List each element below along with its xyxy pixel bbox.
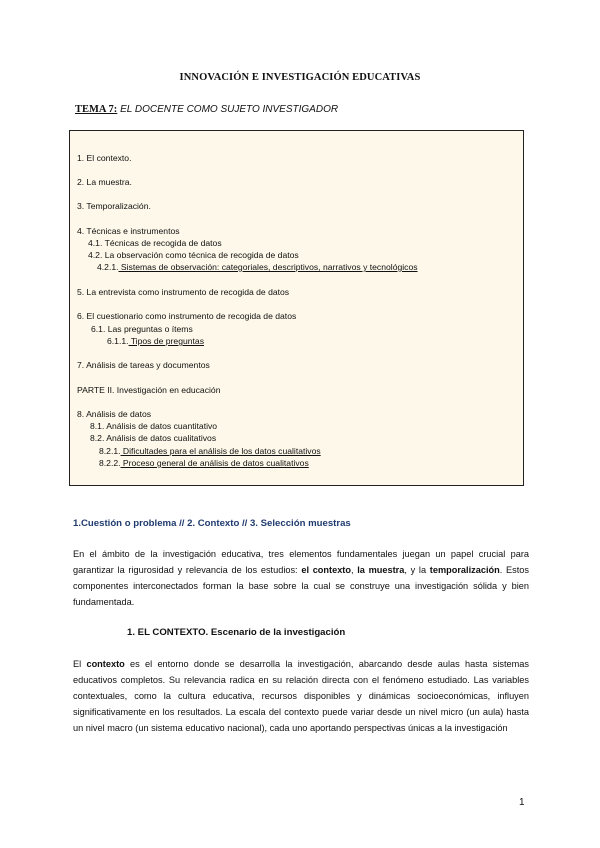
toc-item: 8.1. Análisis de datos cuantitativo xyxy=(90,421,218,431)
toc-item: 8.2.2. Proceso general de análisis de datos cualitativos xyxy=(99,458,309,468)
toc-item: 4.1. Técnicas de recogida de datos xyxy=(88,238,222,248)
toc-item: 4.2.1. Sistemas de observación: categoriales, descriptivos, narrativos y tecnológicos xyxy=(97,262,418,272)
toc-item: 3. Temporalización. xyxy=(77,201,151,211)
toc-item: 8.2. Análisis de datos cualitativos xyxy=(90,433,217,443)
toc-item: 8.2.1. Dificultades para el análisis de los datos cualitativos xyxy=(99,446,321,456)
toc-item: 4. Técnicas e instrumentos xyxy=(77,226,180,236)
section-heading: 1.Cuestión o problema // 2. Contexto // 3. Selección muestras xyxy=(73,518,351,529)
document-title: INNOVACIÓN E INVESTIGACIÓN EDUCATIVAS xyxy=(179,72,421,83)
toc-item: 6.1. Las preguntas o ítems xyxy=(91,324,193,334)
toc-item: 6.1.1. Tipos de preguntas xyxy=(107,336,205,346)
intro-paragraph: En el ámbito de la investigación educativa, tres elementos fundamentales juegan un papel crucial para garantizar la rigurosidad y relevancia de los estudios: el contexto, la muestra, y la temporalización. Estos componentes interconectados forman la base sobre la cual se construye una investigación sólida y bien fundamentada. xyxy=(73,549,529,608)
topic-label: TEMA 7: xyxy=(75,104,118,115)
toc-item: PARTE II. Investigación en educación xyxy=(77,385,221,395)
topic-heading xyxy=(75,104,338,115)
toc-item: 8. Análisis de datos xyxy=(77,409,152,419)
toc-item: 1. El contexto. xyxy=(77,153,132,163)
subsection-heading: 1. EL CONTEXTO. Escenario de la investigación xyxy=(127,627,346,638)
toc-item: 5. La entrevista como instrumento de recogida de datos xyxy=(77,287,290,297)
toc-item: 2. La muestra. xyxy=(77,177,132,187)
toc-item: 4.2. La observación como técnica de recogida de datos xyxy=(88,250,299,260)
toc-item: 6. El cuestionario como instrumento de recogida de datos xyxy=(77,311,297,321)
toc-item: 7. Análisis de tareas y documentos xyxy=(77,360,210,370)
context-paragraph: El contexto es el entorno donde se desarrolla la investigación, abarcando desde aulas hasta sistemas educativos completos. Su relevancia radica en su relación directa con el fenómeno estudiado. Las variables contextuales, como la cultura educativa, recursos disponibles y dinámicas socioeconómicas, influyen significativamente en los resultados. La escala del contexto puede variar desde un nivel micro (un aula) hasta un nivel macro (un sistema educativo nacional), cada uno aportando perspectivas únicas a la investigación xyxy=(73,659,529,734)
table-of-contents xyxy=(69,130,524,486)
topic-title: EL DOCENTE COMO SUJETO INVESTIGADOR xyxy=(117,104,339,115)
page-number: 1 xyxy=(519,797,525,808)
